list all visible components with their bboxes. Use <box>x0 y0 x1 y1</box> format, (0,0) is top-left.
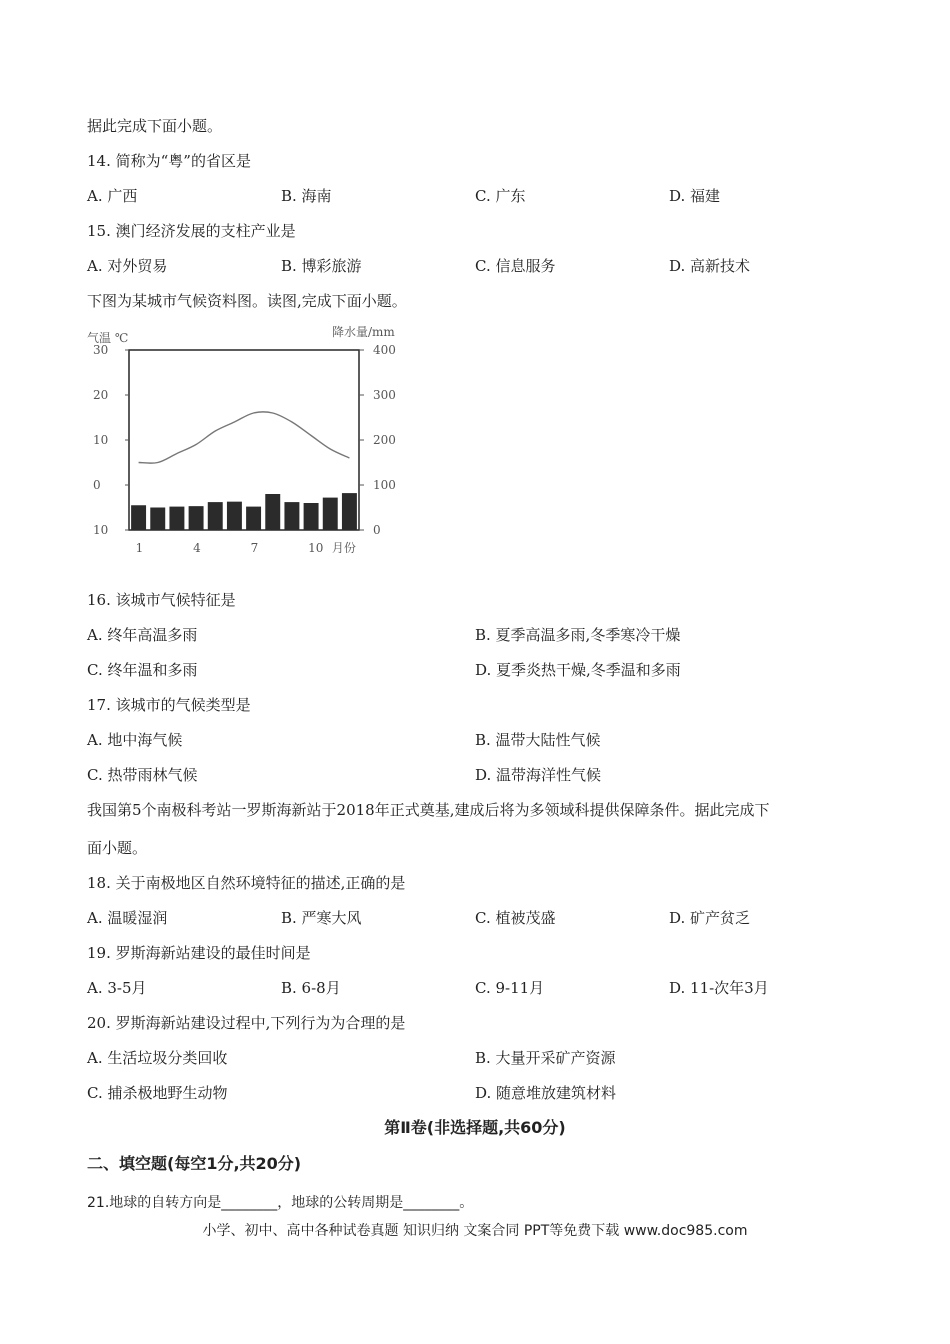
q19-option-b: B. 6-8月 <box>281 979 341 997</box>
q16-option-c: C. 终年温和多雨 <box>87 661 198 679</box>
q15-option-a: A. 对外贸易 <box>87 257 168 275</box>
q17-option-a: A. 地中海气候 <box>87 731 183 749</box>
question-18-stem: 18. 关于南极地区自然环境特征的描述,正确的是 <box>87 874 406 892</box>
temperature-curve <box>139 412 350 463</box>
section-2-title: 第Ⅱ卷(非选择题,共60分) <box>384 1118 566 1137</box>
x-tick-label: 1 <box>135 541 144 555</box>
precipitation-bar <box>189 506 204 530</box>
question-20-stem: 20. 罗斯海新站建设过程中,下列行为为合理的是 <box>87 1014 406 1032</box>
right-tick-label: 400 <box>373 343 396 357</box>
passage-line-1: 我国第5个南极科考站一罗斯海新站于2018年正式奠基,建成后将为多领域科提供保障条件。据此完成下 <box>87 801 770 819</box>
intro-line: 据此完成下面小题。 <box>87 117 223 135</box>
x-tick-label: 7 <box>250 541 259 555</box>
q19-option-c: C. 9-11月 <box>475 979 545 997</box>
right-tick-label: 0 <box>373 523 381 537</box>
q16-option-b: B. 夏季高温多雨,冬季寒冷干燥 <box>475 626 681 644</box>
q19-option-a: A. 3-5月 <box>87 979 147 997</box>
q16-option-a: A. 终年高温多雨 <box>87 626 198 644</box>
left-tick-label: 0 <box>93 478 101 492</box>
question-15-stem: 15. 澳门经济发展的支柱产业是 <box>87 222 296 240</box>
q19-option-d: D. 11-次年3月 <box>669 979 769 997</box>
precipitation-bar <box>265 494 280 530</box>
precipitation-bar <box>342 493 357 530</box>
x-tick-label: 10 <box>308 541 324 555</box>
right-axis-label: 降水量/mm <box>332 325 395 339</box>
climate-intro: 下图为某城市气候资料图。读图,完成下面小题。 <box>87 292 407 310</box>
q14-option-c: C. 广东 <box>475 187 526 205</box>
q17-option-b: B. 温带大陆性气候 <box>475 731 601 749</box>
q17-option-c: C. 热带雨林气候 <box>87 766 198 784</box>
q18-option-d: D. 矿产贫乏 <box>669 909 751 927</box>
x-tick-label: 4 <box>193 541 201 555</box>
precipitation-bar <box>150 508 165 531</box>
right-tick-label: 300 <box>373 388 396 402</box>
precipitation-bar <box>246 507 261 530</box>
precipitation-bar <box>323 498 338 530</box>
q14-option-a: A. 广西 <box>87 187 138 205</box>
precipitation-bar <box>131 505 146 530</box>
question-21: 21.地球的自转方向是________，地球的公转周期是________。 <box>87 1195 474 1211</box>
passage-line-2: 面小题。 <box>87 839 148 857</box>
precipitation-bar <box>304 503 319 530</box>
q15-option-c: C. 信息服务 <box>475 257 556 275</box>
climate-chart <box>87 322 447 567</box>
q14-option-b: B. 海南 <box>281 187 332 205</box>
right-tick-label: 200 <box>373 433 396 447</box>
q15-option-b: B. 博彩旅游 <box>281 257 362 275</box>
question-14-stem: 14. 简称为“粤”的省区是 <box>87 152 251 170</box>
question-16-stem: 16. 该城市气候特征是 <box>87 591 236 609</box>
q18-option-b: B. 严寒大风 <box>281 909 362 927</box>
q18-option-c: C. 植被茂盛 <box>475 909 556 927</box>
right-tick-label: 100 <box>373 478 396 492</box>
precipitation-bar <box>208 502 223 530</box>
q18-option-a: A. 温暖湿润 <box>87 909 168 927</box>
q16-option-d: D. 夏季炎热干燥,冬季温和多雨 <box>475 661 681 679</box>
question-17-stem: 17. 该城市的气候类型是 <box>87 696 251 714</box>
precipitation-bar <box>227 502 242 530</box>
left-tick-label: 30 <box>93 343 109 357</box>
left-tick-label: 20 <box>93 388 109 402</box>
left-tick-label: 10 <box>93 523 109 537</box>
q20-option-d: D. 随意堆放建筑材料 <box>475 1084 617 1102</box>
q14-option-d: D. 福建 <box>669 187 721 205</box>
precipitation-bar <box>284 502 299 530</box>
q20-option-c: C. 捕杀极地野生动物 <box>87 1084 228 1102</box>
q17-option-d: D. 温带海洋性气候 <box>475 766 602 784</box>
left-axis-label: 气温 ℃ <box>87 331 129 345</box>
x-tick-label: 月份 <box>331 541 356 555</box>
precipitation-bar <box>169 507 184 530</box>
left-tick-label: 10 <box>93 433 109 447</box>
q20-option-b: B. 大量开采矿产资源 <box>475 1049 616 1067</box>
question-19-stem: 19. 罗斯海新站建设的最佳时间是 <box>87 944 311 962</box>
page-footer: 小学、初中、高中各种试卷真题 知识归纳 文案合同 PPT等免费下载 www.doc985.com <box>202 1223 748 1239</box>
q20-option-a: A. 生活垃圾分类回收 <box>87 1049 228 1067</box>
q15-option-d: D. 高新技术 <box>669 257 751 275</box>
fill-in-section-title: 二、填空题(每空1分,共20分) <box>87 1154 302 1173</box>
